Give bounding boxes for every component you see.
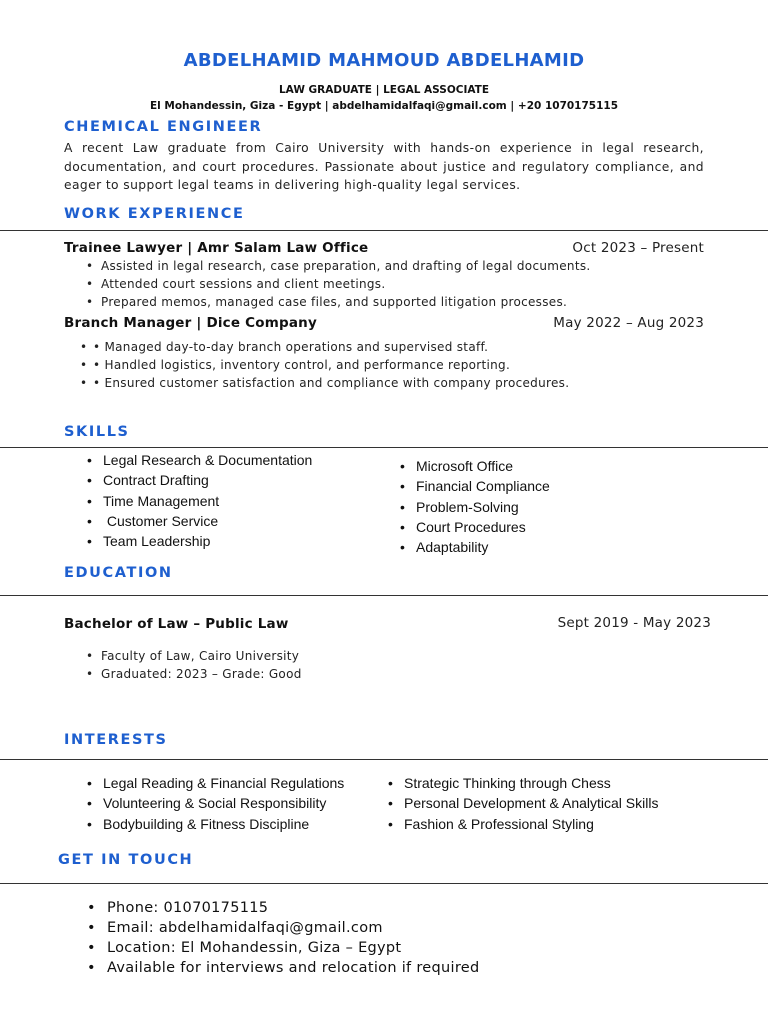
job-bullets: [86, 257, 726, 312]
list-item: • Legal Reading & Financial Regulations: [87, 773, 387, 793]
section-divider: [0, 883, 768, 884]
headline: LAW GRADUATE | LEGAL ASSOCIATE: [278, 84, 490, 96]
list-item: • Team Leadership: [87, 531, 387, 551]
education-date: Sept 2019 - May 2023: [557, 615, 711, 631]
candidate-name: ABDELHAMID MAHMOUD ABDELHAMID: [183, 50, 585, 71]
job-bullets: [80, 338, 740, 393]
list-item: • Graduated: 2023 – Grade: Good: [86, 665, 586, 683]
list-item: • Attended court sessions and client meetings.: [86, 275, 726, 293]
job-date: Oct 2023 – Present: [572, 240, 704, 256]
list-item: • Problem-Solving: [400, 497, 700, 517]
list-item: • • Ensured customer satisfaction and compliance with company procedures.: [80, 374, 740, 392]
contact-line: El Mohandessin, Giza - Egypt | abdelhamidalfaqi@gmail.com | +20 1070175115: [149, 100, 619, 112]
skills-list-left: [87, 450, 387, 551]
bullet-icon: •: [388, 775, 393, 791]
profile-heading: CHEMICAL ENGINEER: [64, 119, 263, 135]
job-title: Branch Manager | Dice Company: [64, 315, 317, 331]
list-item: • Microsoft Office: [400, 456, 700, 476]
list-item: • Available for interviews and relocation if required: [87, 960, 480, 976]
bullet-icon: •: [87, 960, 96, 976]
bullet-icon: •: [87, 940, 96, 956]
bullet-icon: •: [80, 358, 88, 373]
section-divider: [0, 230, 768, 231]
list-item: • • Managed day-to-day branch operations and supervised staff.: [80, 338, 740, 356]
bullet-icon: •: [400, 498, 405, 515]
list-item: • Personal Development & Analytical Skills: [388, 793, 718, 813]
education-bullets: [86, 647, 586, 683]
skills-list-right: [400, 456, 700, 557]
interests-heading: INTERESTS: [64, 732, 168, 748]
bullet-icon: •: [388, 815, 393, 832]
bullet-icon: •: [80, 376, 88, 391]
bullet-icon: •: [87, 492, 92, 509]
contact-list: [87, 898, 647, 978]
section-divider: [0, 595, 768, 596]
list-item: • Contract Drafting: [87, 470, 387, 490]
profile-summary: A recent Law graduate from Cairo University with hands-on experience in legal research, documentation, and court procedures. Passionate about justice and regulatory compliance, and eager to support legal teams in delivering high-quality legal services.: [64, 141, 704, 192]
interests-list-left: [87, 773, 387, 834]
list-item: • Fashion & Professional Styling: [388, 814, 718, 834]
list-item: • Phone: 01070175115: [87, 900, 269, 916]
bullet-icon: •: [87, 900, 96, 916]
bullet-icon: •: [87, 452, 92, 468]
bullet-icon: •: [87, 512, 92, 529]
bullet-icon: •: [400, 518, 405, 535]
bullet-icon: •: [87, 920, 96, 936]
bullet-icon: •: [388, 795, 393, 812]
list-item: • Strategic Thinking through Chess: [388, 773, 718, 793]
list-item: • • Handled logistics, inventory control, and performance reporting.: [80, 356, 740, 374]
bullet-icon: •: [87, 815, 92, 832]
section-divider: [0, 447, 768, 448]
bullet-icon: •: [87, 472, 92, 489]
bullet-icon: •: [87, 795, 92, 812]
section-divider: [0, 759, 768, 760]
list-item: • Location: El Mohandessin, Giza – Egypt: [87, 940, 402, 956]
list-item: • Prepared memos, managed case files, and supported litigation processes.: [86, 293, 726, 311]
bullet-icon: •: [400, 458, 405, 474]
bullet-icon: •: [400, 478, 405, 495]
bullet-icon: •: [86, 277, 94, 292]
list-item: • Customer Service: [87, 511, 387, 531]
list-item: • Legal Research & Documentation: [87, 450, 387, 470]
bullet-icon: •: [86, 667, 94, 682]
list-item: • Court Procedures: [400, 517, 700, 537]
work-heading: WORK EXPERIENCE: [64, 206, 245, 222]
list-item: • Faculty of Law, Cairo University: [86, 647, 586, 665]
bullet-icon: •: [86, 295, 94, 310]
education-heading: EDUCATION: [64, 565, 173, 581]
list-item: • Financial Compliance: [400, 476, 700, 496]
degree-title: Bachelor of Law – Public Law: [64, 616, 289, 632]
list-item: • Volunteering & Social Responsibility: [87, 793, 387, 813]
list-item: • Adaptability: [400, 537, 700, 557]
bullet-icon: •: [86, 649, 94, 663]
interests-list-right: [388, 773, 718, 834]
bullet-icon: •: [80, 340, 88, 354]
list-item: • Bodybuilding & Fitness Discipline: [87, 814, 387, 834]
bullet-icon: •: [400, 539, 405, 556]
bullet-icon: •: [87, 533, 92, 550]
bullet-icon: •: [86, 259, 94, 273]
bullet-icon: •: [87, 775, 92, 791]
job-title: Trainee Lawyer | Amr Salam Law Office: [64, 240, 369, 256]
job-date: May 2022 – Aug 2023: [553, 315, 704, 331]
list-item: • Time Management: [87, 491, 387, 511]
contact-heading: GET IN TOUCH: [58, 852, 194, 868]
skills-heading: SKILLS: [64, 424, 130, 440]
list-item: • Assisted in legal research, case preparation, and drafting of legal documents.: [86, 257, 726, 275]
list-item: • Email: abdelhamidalfaqi@gmail.com: [87, 920, 383, 936]
